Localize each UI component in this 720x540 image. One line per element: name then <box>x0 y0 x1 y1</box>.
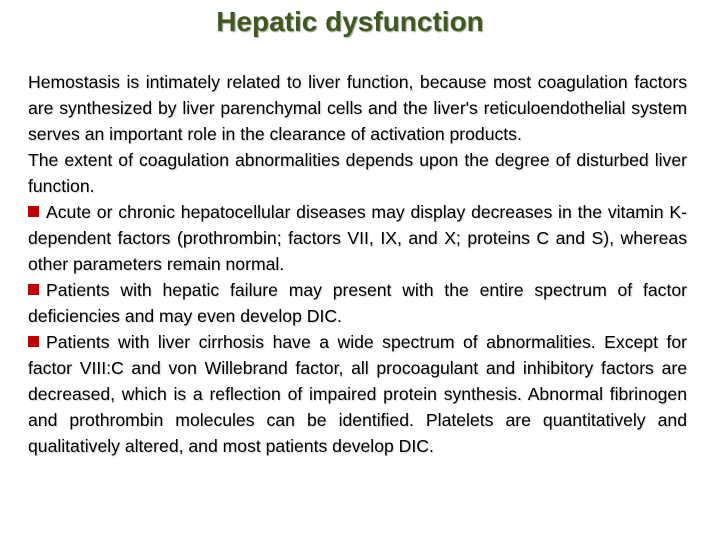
slide-title: Hepatic dysfunction <box>216 6 484 37</box>
bullet-item-acute <box>28 199 687 277</box>
paragraph-intro: Hemostasis is intimately related to liver function, because most coagulation factors are synthesized by liver parenchymal cells and the liver's reticuloendothelial system serves an important role in the clearance of activation products. <box>28 72 687 144</box>
bullet-text: Patients with liver cirrhosis have a wide spectrum of abnormalities. Except for factor VIII:C and von Willebrand factor, all procoagulant and inhibitory factors are decreased, which is a reflection of impaired protein synthesis. Abnormal fibrinogen and prothrombin molecules can be identified. Platelets are quantitatively and qualitatively altered, and most patients develop DIC. <box>28 332 687 456</box>
square-bullet-icon <box>28 284 39 295</box>
bullet-text: Patients with hepatic failure may present with the entire spectrum of factor deficiencies and may even develop DIC. <box>28 280 687 326</box>
slide-body <box>28 69 687 459</box>
bullet-item-hepatic-failure <box>28 277 687 329</box>
square-bullet-icon <box>28 206 39 217</box>
square-bullet-icon <box>28 336 39 347</box>
bullet-text: Acute or chronic hepatocellular diseases may display decreases in the vitamin K-dependent factors (prothrombin; factors VII, IX, and X; proteins C and S), whereas other parameters remain normal. <box>28 202 687 274</box>
bullet-item-cirrhosis <box>28 329 687 459</box>
paragraph-extent: The extent of coagulation abnormalities depends upon the degree of disturbed liver function. <box>28 150 687 196</box>
